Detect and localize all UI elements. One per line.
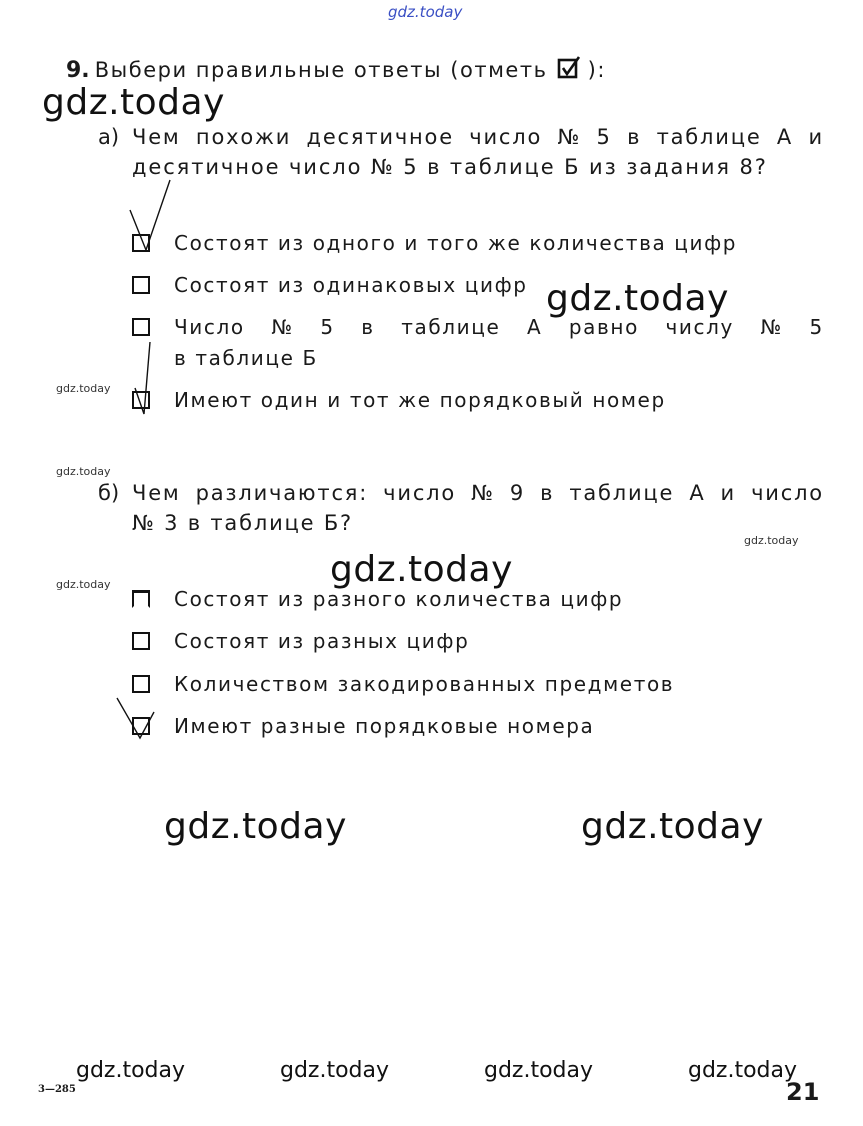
checkbox[interactable] [132,590,150,608]
watermark-medium: gdz.today [688,1058,798,1083]
option-label: Состоят из одинаковых цифр [174,273,528,297]
word: таблице [656,125,762,149]
word: А [689,481,706,505]
watermark-small: gdz.today [56,382,111,395]
part-b-question-line1 [132,478,824,508]
watermark-small: gdz.today [744,534,799,547]
checkbox[interactable] [132,675,150,693]
checkbox[interactable] [132,276,150,294]
word: и [720,481,736,505]
word: таблице [401,315,501,339]
word: в [540,481,555,505]
task-instruction: Выбери правильные ответы (отметь [94,58,548,82]
word: № [760,315,783,339]
part-b-question-line2: № 3 в таблице Б? [132,511,353,535]
option-label: Имеют разные порядковые номера [174,714,595,738]
task-instruction-end: ): [587,58,606,82]
option-label: Состоят из разных цифр [174,629,470,653]
task-header [66,56,606,84]
print-code: 3—285 [38,1084,76,1095]
part-b-label: б) [98,481,120,505]
word: № [271,315,294,339]
word: Чем [132,125,181,149]
option-label-line2: в таблице Б [174,346,318,370]
word: равно [568,315,639,339]
word: различаются: [195,481,369,505]
word: № [471,481,495,505]
page-number: 21 [786,1078,820,1106]
watermark-small: gdz.today [56,578,111,591]
option-label [174,312,824,374]
part-b-question [98,478,824,538]
part-a-question [98,122,824,182]
word: числу [665,315,734,339]
option-label: Количеством закодированных предметов [174,672,675,696]
word: 5 [596,125,612,149]
option-label: Состоят из разного количества цифр [174,587,624,611]
word: 5 [320,315,335,339]
task-number: 9. [66,58,90,83]
word: десятичное [306,125,454,149]
watermark-large: gdz.today [42,82,225,123]
watermark-large: gdz.today [581,806,764,847]
word: в [627,125,642,149]
checkbox[interactable] [132,318,150,336]
handwritten-check-icon [126,178,174,258]
word: похожи [195,125,292,149]
watermark-large: gdz.today [546,278,729,319]
word: и [808,125,824,149]
watermark-small: gdz.today [56,465,111,478]
word: таблице [569,481,675,505]
word: 9 [509,481,525,505]
watermark-medium: gdz.today [484,1058,594,1083]
part-a-label: а) [98,125,120,149]
checkbox[interactable] [132,632,150,650]
handwritten-check-icon [132,340,162,416]
word: А [526,315,543,339]
word: число [383,481,457,505]
watermark-medium: gdz.today [280,1058,390,1083]
part-a-question-line1 [132,122,824,152]
word: № [557,125,582,149]
option-label: Состоят из одного и того же количества цифр [174,231,738,255]
word: в [361,315,375,339]
word: число [751,481,824,505]
checked-box-icon [557,56,583,84]
word: 5 [809,315,824,339]
part-a-question-line2: десятичное число № 5 в таблице Б из задания 8? [132,155,768,179]
watermark-large: gdz.today [330,549,513,590]
word: Число [174,315,245,339]
watermark-medium: gdz.today [76,1058,186,1083]
watermark-large: gdz.today [164,806,347,847]
word: число [469,125,543,149]
word: А [776,125,794,149]
watermark-top: gdz.today [388,3,463,21]
option-label: Имеют один и тот же порядковый номер [174,388,666,412]
word: Чем [132,481,181,505]
handwritten-check-icon [114,694,162,744]
